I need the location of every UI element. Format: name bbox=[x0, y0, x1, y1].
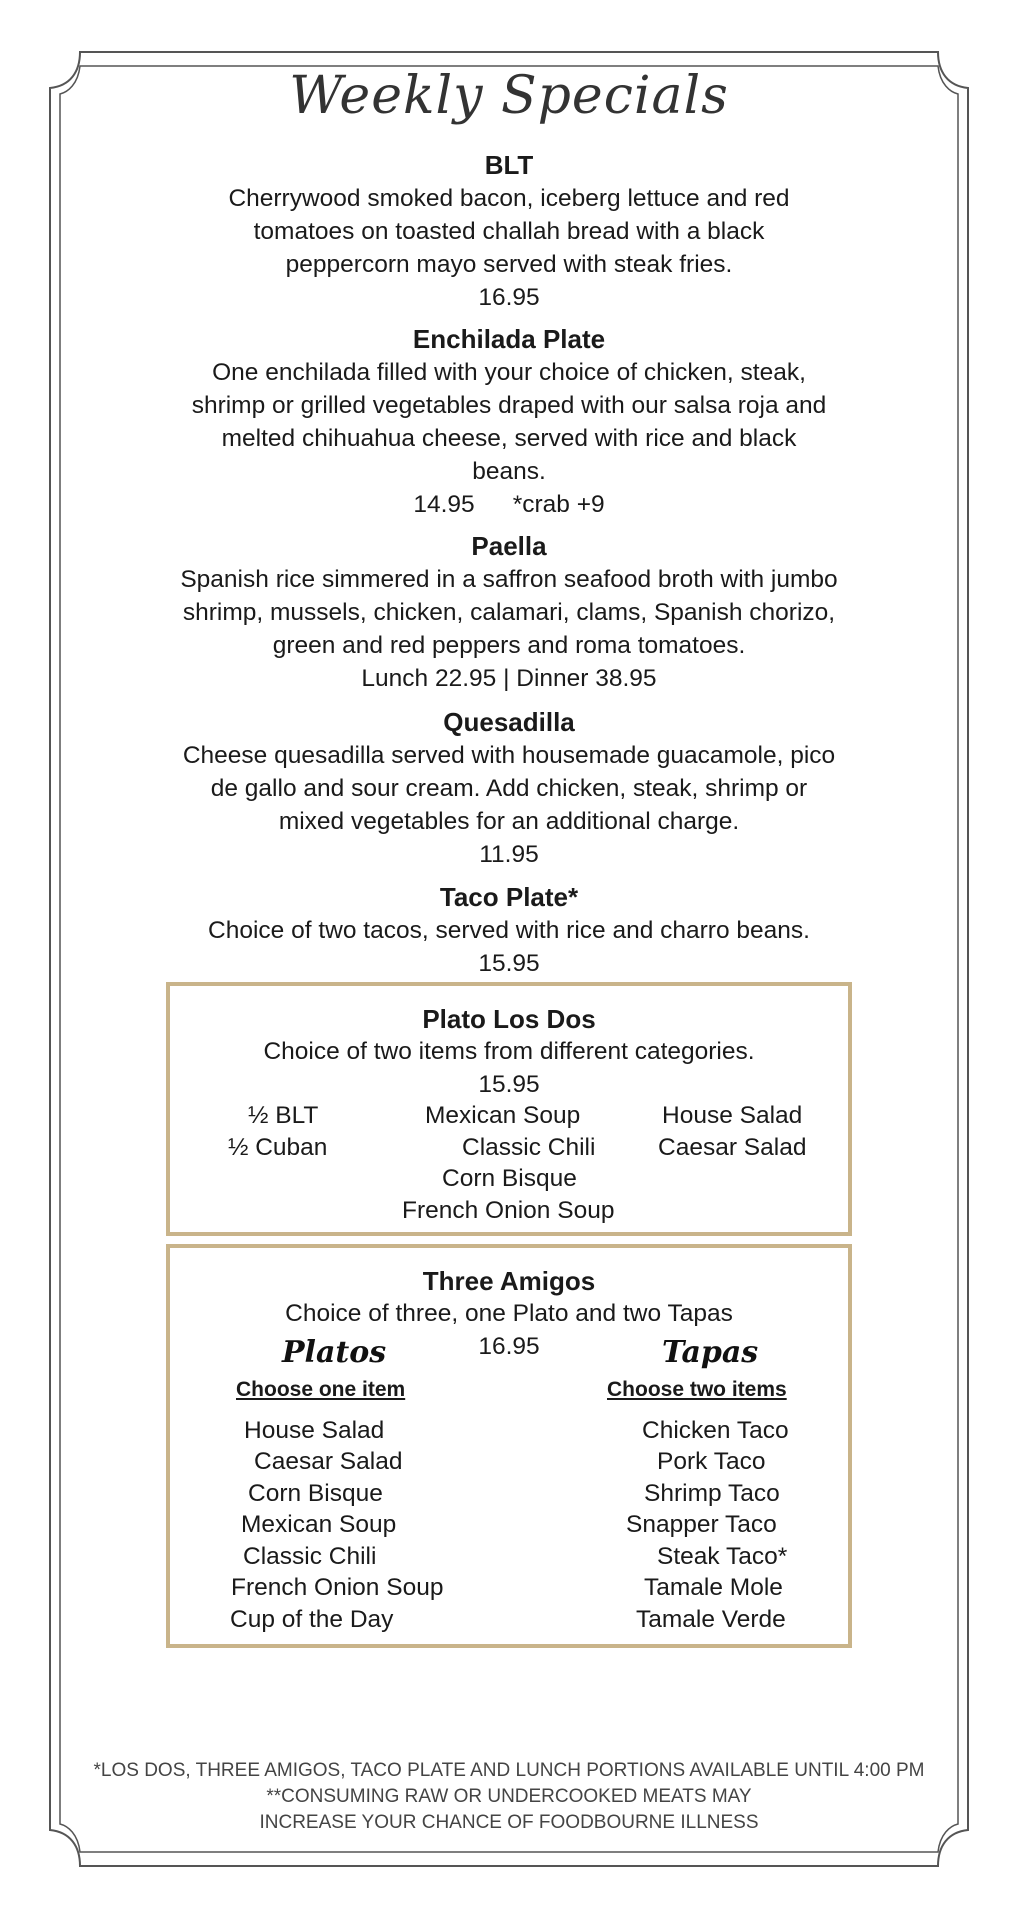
los-dos-option: Mexican Soup bbox=[425, 1102, 581, 1129]
plato-option: Mexican Soup bbox=[241, 1511, 397, 1538]
three-amigos-price: 16.95 bbox=[478, 1333, 540, 1360]
item-price: 14.95 bbox=[413, 491, 475, 518]
tapas-heading: Tapas bbox=[662, 1335, 759, 1370]
menu-item-blt bbox=[160, 148, 858, 314]
los-dos-option: Caesar Salad bbox=[658, 1134, 807, 1161]
los-dos-box bbox=[166, 982, 852, 1236]
item-name: Quesadilla bbox=[443, 707, 575, 737]
tapa-option: Steak Taco* bbox=[657, 1543, 788, 1570]
los-dos-option: ½ Cuban bbox=[228, 1134, 328, 1161]
item-description: Cheese quesadilla served with housemade guacamole, pico de gallo and sour cream. Add chicken, steak, shrimp or mixed vegetables for an additional charge. bbox=[182, 742, 836, 835]
tapas-subheading: Choose two items bbox=[607, 1378, 787, 1401]
los-dos-option: Corn Bisque bbox=[442, 1165, 577, 1192]
footer-line: *LOS DOS, THREE AMIGOS, TACO PLATE AND LUNCH PORTIONS AVAILABLE UNTIL 4:00 PM bbox=[93, 1760, 925, 1781]
plato-option: Cup of the Day bbox=[230, 1606, 394, 1633]
los-dos-option: French Onion Soup bbox=[402, 1197, 615, 1224]
item-description: One enchilada filled with your choice of chicken, steak, shrimp or grilled vegetables draped with our salsa roja and melted chihuahua cheese, served with rice and black beans. bbox=[191, 359, 827, 485]
footer-line: INCREASE YOUR CHANCE OF FOODBOURNE ILLNESS bbox=[259, 1812, 759, 1833]
three-amigos-description: Choice of three, one Plato and two Tapas bbox=[285, 1300, 733, 1327]
menu-item-taco-plate bbox=[160, 880, 858, 980]
item-price-note: *crab +9 bbox=[512, 491, 605, 518]
tapa-option: Tamale Verde bbox=[636, 1606, 786, 1633]
plato-option: Corn Bisque bbox=[248, 1480, 383, 1507]
plato-option: Caesar Salad bbox=[254, 1448, 403, 1475]
item-name: Taco Plate* bbox=[439, 882, 579, 912]
platos-subheading: Choose one item bbox=[236, 1378, 406, 1401]
item-price: 11.95 bbox=[479, 841, 539, 868]
item-price: 16.95 bbox=[478, 284, 540, 311]
tapa-option: Tamale Mole bbox=[644, 1574, 783, 1601]
los-dos-option: Classic Chili bbox=[462, 1134, 596, 1161]
platos-heading: Platos bbox=[282, 1335, 387, 1370]
item-description: Choice of two tacos, served with rice and charro beans. bbox=[208, 917, 810, 944]
los-dos-price: 15.95 bbox=[478, 1071, 540, 1098]
tapa-option: Shrimp Taco bbox=[644, 1480, 780, 1507]
los-dos-description: Choice of two items from different categories. bbox=[263, 1038, 755, 1065]
los-dos-option: ½ BLT bbox=[248, 1102, 319, 1129]
item-description: Spanish rice simmered in a saffron seafood broth with jumbo shrimp, mussels, chicken, calamari, clams, Spanish chorizo, green and red peppers and roma tomatoes. bbox=[180, 566, 838, 659]
three-amigos-box bbox=[166, 1244, 852, 1648]
los-dos-option: House Salad bbox=[662, 1102, 803, 1129]
item-description: Cherrywood smoked bacon, iceberg lettuce and red tomatoes on toasted challah bread with a black peppercorn mayo served with steak fries. bbox=[228, 185, 790, 278]
menu-item-paella bbox=[160, 529, 858, 695]
los-dos-title: Plato Los Dos bbox=[422, 1004, 596, 1034]
item-name: Paella bbox=[471, 531, 547, 561]
menu-item-quesadilla bbox=[160, 705, 858, 871]
footer-line: **CONSUMING RAW OR UNDERCOOKED MEATS MAY bbox=[266, 1786, 752, 1807]
item-price: 15.95 bbox=[478, 950, 540, 977]
item-name: Enchilada Plate bbox=[412, 324, 606, 354]
tapa-option: Pork Taco bbox=[657, 1448, 766, 1475]
three-amigos-title: Three Amigos bbox=[422, 1266, 596, 1296]
footer-disclaimer bbox=[0, 1758, 1018, 1836]
item-price: Lunch 22.95 | Dinner 38.95 bbox=[361, 665, 657, 692]
tapa-option: Snapper Taco bbox=[626, 1511, 777, 1538]
tapa-option: Chicken Taco bbox=[642, 1417, 789, 1444]
plato-option: French Onion Soup bbox=[231, 1574, 444, 1601]
plato-option: House Salad bbox=[244, 1417, 385, 1444]
page-title: Weekly Specials bbox=[289, 66, 729, 126]
item-name: BLT bbox=[484, 150, 534, 180]
item-price-row bbox=[160, 488, 858, 521]
plato-option: Classic Chili bbox=[243, 1543, 377, 1570]
menu-item-enchilada bbox=[160, 322, 858, 521]
